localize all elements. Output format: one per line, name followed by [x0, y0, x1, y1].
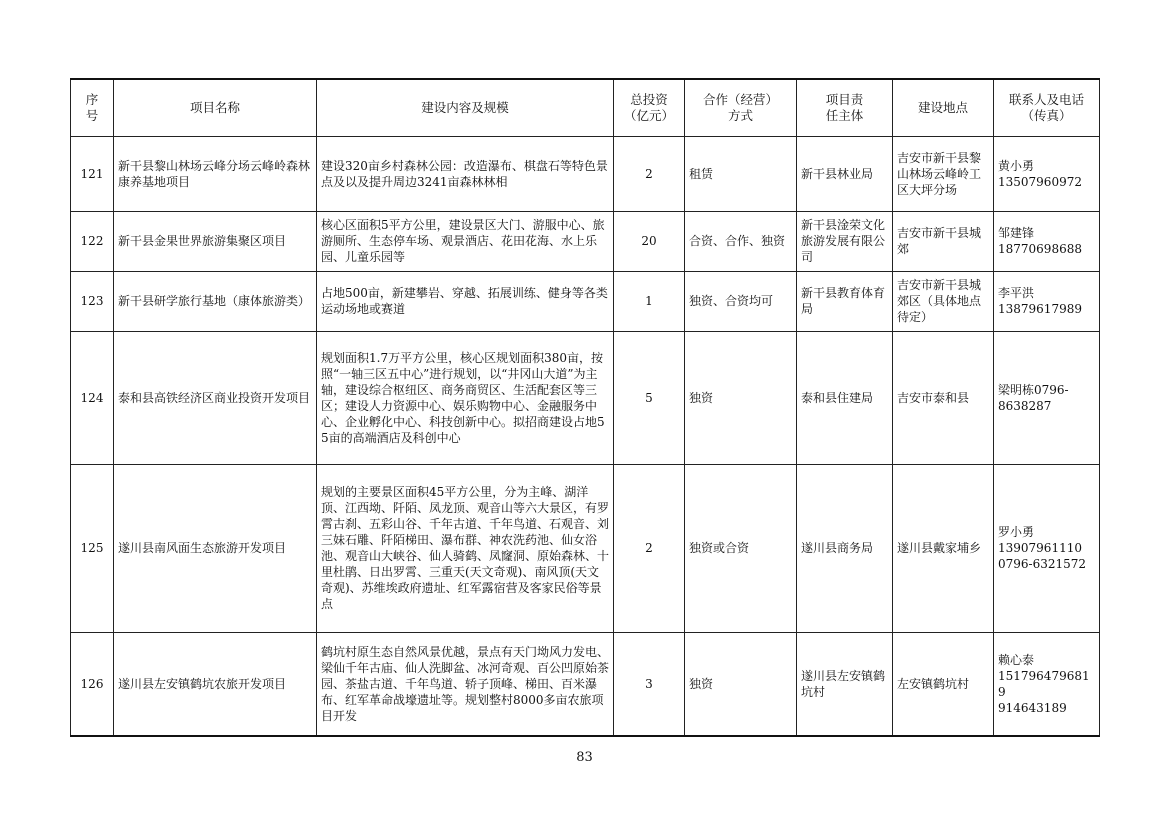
cell-coop: 独资: [685, 331, 797, 464]
cell-content: 规划的主要景区面积45平方公里，分为主峰、湖洋顶、江西坳、阡陌、凤龙顶、观音山等六大景区，有罗霄古刹、五彩山谷、千年古道、千年鸟道、石观音、刘三妹石雕、阡陌梯田、瀑布群、神农洗药池、仙女浴池、观音山大峡谷、仙人骑鹤、凤窿洞、原始森林、十里杜鹃、日出罗霄、三重天(天文奇观)、南风顶(天文奇观)、苏维埃政府遗址、红军露宿营及客家民俗等景点: [317, 464, 614, 632]
header-contact: 联系人及电话 （传真）: [994, 79, 1100, 136]
contact-name: 李平洪: [998, 286, 1035, 300]
header-content: 建设内容及规模: [317, 79, 614, 136]
cell-contact: [994, 632, 1100, 736]
cell-name: 新干县金果世界旅游集聚区项目: [114, 211, 317, 271]
project-table: [70, 78, 1100, 737]
cell-name: 泰和县高铁经济区商业投资开发项目: [114, 331, 317, 464]
cell-seq: 122: [71, 211, 114, 271]
header-name: 项目名称: [114, 79, 317, 136]
contact-name: 梁明栋0796-: [998, 382, 1069, 397]
header-coop: 合作（经营） 方式: [685, 79, 797, 136]
contact-phone: 18770698688: [998, 242, 1082, 256]
cell-content: 鹤坑村原生态自然风景优越，景点有天门坳风力发电、梁仙千年古庙、仙人洗脚盆、冰河奇观、百公凹原始茶园、茶盐古道、千年鸟道、轿子顶峰、梯田、百米瀑布、红军革命战壕遗址等。规划整村8000多亩农旅项目开发: [317, 632, 614, 736]
contact-phone: 13907961110: [998, 541, 1082, 555]
table-row: [71, 211, 1100, 271]
table-row: [71, 331, 1100, 464]
contact-name: 邹建锋: [998, 226, 1035, 240]
cell-contact: [994, 136, 1100, 211]
cell-seq: 126: [71, 632, 114, 736]
header-location: 建设地点: [893, 79, 994, 136]
cell-location: 遂川县戴家埔乡: [893, 464, 994, 632]
contact-phone: 8638287: [998, 398, 1052, 413]
cell-resp: 新干县教育体育局: [797, 271, 893, 331]
contact-name: 赖心泰: [998, 652, 1035, 667]
cell-resp: 新干县林业局: [797, 136, 893, 211]
cell-resp: 遂川县左安镇鹤坑村: [797, 632, 893, 736]
cell-invest: 3: [614, 632, 685, 736]
cell-location: 吉安市新干县黎山林场云峰岭工区大坪分场: [893, 136, 994, 211]
cell-contact: [994, 211, 1100, 271]
cell-invest: 2: [614, 464, 685, 632]
cell-coop: 租赁: [685, 136, 797, 211]
cell-coop: 独资或合资: [685, 464, 797, 632]
cell-coop: 独资、合资均可: [685, 271, 797, 331]
cell-name: 新干县研学旅行基地（康体旅游类）: [114, 271, 317, 331]
cell-seq: 123: [71, 271, 114, 331]
cell-contact: [994, 331, 1100, 464]
table-row: [71, 464, 1100, 632]
table-row: [71, 136, 1100, 211]
cell-name: 遂川县左安镇鹤坑农旅开发项目: [114, 632, 317, 736]
contact-name: 黄小勇: [998, 158, 1035, 173]
cell-content: 建设320亩乡村森林公园：改造瀑布、棋盘石等特色景点及以及提升周边3241亩森林林相: [317, 136, 614, 211]
table-row: [71, 271, 1100, 331]
contact-phone: 13507960972: [998, 174, 1082, 189]
cell-location: 吉安市泰和县: [893, 331, 994, 464]
cell-invest: 2: [614, 136, 685, 211]
contact-name: 罗小勇: [998, 525, 1035, 539]
cell-location: 左安镇鹤坑村: [893, 632, 994, 736]
cell-seq: 121: [71, 136, 114, 211]
page-number: 83: [576, 750, 593, 765]
cell-resp: 遂川县商务局: [797, 464, 893, 632]
cell-contact: [994, 271, 1100, 331]
cell-invest: 5: [614, 331, 685, 464]
cell-contact: [994, 464, 1100, 632]
contact-phone: 13879617989: [998, 302, 1082, 316]
cell-invest: 20: [614, 211, 685, 271]
contact-phone: 1517964796819: [998, 668, 1090, 699]
contact-fax: 0796-6321572: [998, 557, 1087, 571]
cell-invest: 1: [614, 271, 685, 331]
header-seq: 序 号: [71, 79, 114, 136]
table-header-row: [71, 79, 1100, 136]
cell-location: 吉安市新干县城郊区（具体地点待定）: [893, 271, 994, 331]
cell-content: 占地500亩，新建攀岩、穿越、拓展训练、健身等各类运动场地或赛道: [317, 271, 614, 331]
cell-name: 新干县黎山林场云峰分场云峰岭森林康养基地项目: [114, 136, 317, 211]
cell-location: 吉安市新干县城郊: [893, 211, 994, 271]
cell-content: 规划面积1.7万平方公里，核心区规划面积380亩，按照“一轴三区五中心”进行规划，以“井冈山大道”为主轴，建设综合枢纽区、商务商贸区、生活配套区等三区；建设人力资源中心、娱乐购物中心、金融服务中心、企业孵化中心、科技创新中心。拟招商建设占地55亩的高端酒店及科创中心: [317, 331, 614, 464]
cell-content: 核心区面积5平方公里，建设景区大门、游服中心、旅游厕所、生态停车场、观景酒店、花田花海、水上乐园、儿童乐园等: [317, 211, 614, 271]
cell-seq: 125: [71, 464, 114, 632]
contact-fax: 914643189: [998, 700, 1067, 715]
cell-resp: 新干县淦荣文化旅游发展有限公司: [797, 211, 893, 271]
cell-name: 遂川县南风面生态旅游开发项目: [114, 464, 317, 632]
header-resp: 项目责 任主体: [797, 79, 893, 136]
table-row: [71, 632, 1100, 736]
cell-seq: 124: [71, 331, 114, 464]
cell-resp: 泰和县住建局: [797, 331, 893, 464]
cell-coop: 独资: [685, 632, 797, 736]
header-invest: 总投资 （亿元）: [614, 79, 685, 136]
cell-coop: 合资、合作、独资: [685, 211, 797, 271]
